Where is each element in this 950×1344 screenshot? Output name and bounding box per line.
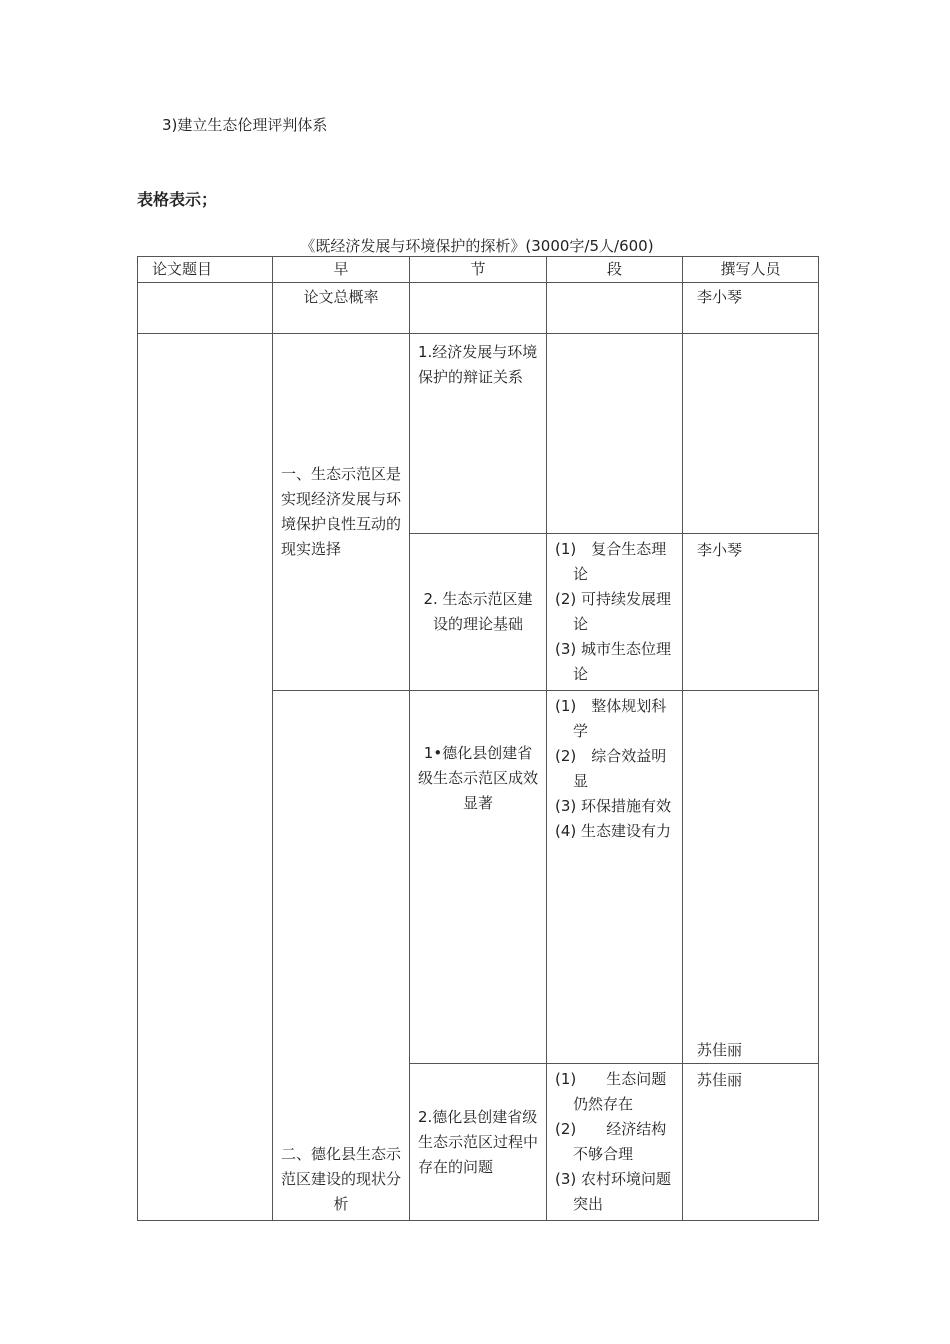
paper-title-cell xyxy=(138,334,273,1221)
section-2-1-title: 1•德化县创建省级生态示范区成效显著 xyxy=(418,744,539,812)
author-cell: 苏佳丽 xyxy=(683,1064,819,1221)
paragraphs-2-1-cell xyxy=(547,691,683,1064)
paragraphs-2-2-cell xyxy=(547,1064,683,1221)
section-1-1-cell xyxy=(410,334,547,534)
chapter-2-title: 二、德化县生态示范区建设的现状分析 xyxy=(281,1145,402,1213)
header-chapter: 早 xyxy=(273,257,410,283)
table-row-summary xyxy=(138,283,819,334)
section-1-2-title: 2. 生态示范区建设的理论基础 xyxy=(423,590,533,633)
cell-empty xyxy=(547,334,683,534)
paragraph-item: (2) 综合效益明显 xyxy=(555,747,667,790)
paragraph-item: (1) 整体规划科学 xyxy=(555,697,667,740)
section-2-2-cell xyxy=(410,1064,547,1221)
cell-empty xyxy=(410,283,547,334)
list-item-3: 3)建立生态伦理评判体系 xyxy=(162,116,328,134)
header-paragraph: 段 xyxy=(547,257,683,283)
paragraph-item: (3) 城市生态位理论 xyxy=(555,640,672,683)
section-2-1-cell xyxy=(410,691,547,1064)
paragraphs-1-2-cell xyxy=(547,534,683,691)
cell-empty xyxy=(138,283,273,334)
section-2-2-title: 2.德化县创建省级生态示范区过程中存在的问题 xyxy=(418,1107,539,1176)
cell-empty xyxy=(547,283,683,334)
author-cell: 苏佳丽 xyxy=(683,691,819,1064)
section-1-2-cell xyxy=(410,534,547,691)
summary-cell: 论文总概率 xyxy=(273,283,410,334)
paragraph-item: (1) 复合生态理论 xyxy=(555,540,667,583)
table-row xyxy=(138,334,819,534)
table-header-row xyxy=(138,257,819,283)
header-author: 撰写人员 xyxy=(683,257,819,283)
paragraph-item: (4) 生态建设有力 xyxy=(555,822,672,840)
chapter-2-cell xyxy=(273,691,410,1221)
chapter-1-cell xyxy=(273,334,410,691)
paragraph-item: (1) 生态问题仍然存在 xyxy=(555,1070,667,1113)
section-heading: 表格表示； xyxy=(137,190,218,209)
section-1-1-title: 1.经济发展与环境保护的辩证关系 xyxy=(418,343,538,386)
header-title: 论文题目 xyxy=(138,257,273,283)
cell-empty xyxy=(683,334,819,534)
author-cell: 李小琴 xyxy=(683,534,819,691)
outline-table xyxy=(137,256,819,1221)
chapter-1-title: 一、生态示范区是实现经济发展与环境保护良性互动的现实选择 xyxy=(281,465,402,558)
paragraph-item: (2) 经济结构不够合理 xyxy=(555,1120,667,1163)
header-section: 节 xyxy=(410,257,547,283)
paragraph-item: (3) 农村环境问题突出 xyxy=(555,1170,672,1213)
table-caption: 《既经济发展与环境保护的探析》(3000字/5人/600) xyxy=(300,237,654,255)
paragraph-item: (2) 可持续发展理论 xyxy=(555,590,672,633)
paragraph-item: (3) 环保措施有效 xyxy=(555,797,672,815)
author-cell: 李小琴 xyxy=(683,283,819,334)
